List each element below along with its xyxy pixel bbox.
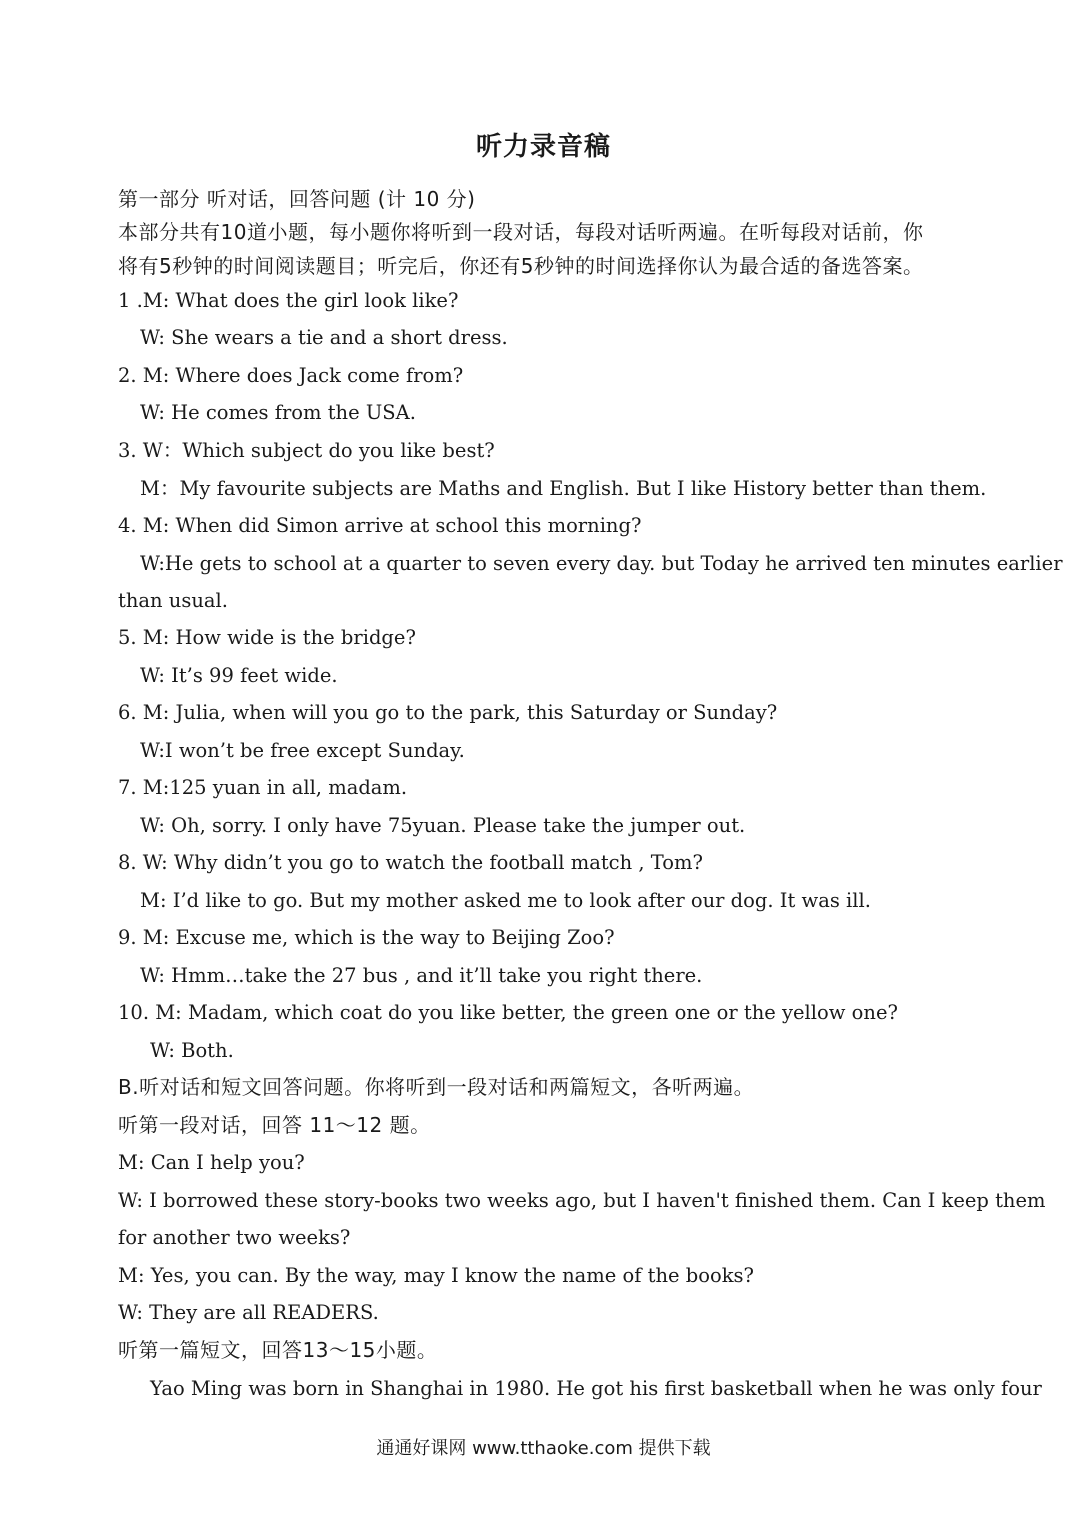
dialogue-line: W: Both. <box>150 1039 234 1062</box>
dialogue-line: W: He comes from the USA. <box>140 401 416 424</box>
dialogue-line: 8. W: Why didn’t you go to watch the football match , Tom? <box>118 851 703 874</box>
instruction-line: 本部分共有10道小题，每小题你将听到一段对话，每段对话听两遍。在听每段对话前，你 <box>118 220 924 244</box>
passage-heading: 听第一篇短文，回答13～15小题。 <box>118 1338 438 1362</box>
dialogue-line: W: It’s 99 feet wide. <box>140 664 338 687</box>
dialogue-line: 9. M: Excuse me, which is the way to Beijing Zoo? <box>118 926 615 949</box>
page-title: 听力录音稿 <box>475 132 611 162</box>
dialogue-line: 3. W：Which subject do you like best? <box>118 439 495 462</box>
dialogue-line: W:He gets to school at a quarter to seven every day. but Today he arrived ten minutes earlier <box>140 552 1063 575</box>
dialogue-line: 1 .M: What does the girl look like? <box>118 289 459 312</box>
dialogue-line: W: Hmm…take the 27 bus , and it’ll take you right there. <box>140 964 703 987</box>
dialogue-line: 4. M: When did Simon arrive at school this morning? <box>118 514 642 537</box>
dialogue-line: W: She wears a tie and a short dress. <box>140 326 508 349</box>
dialogue-line: W: I borrowed these story-books two weeks ago, but I haven't finished them. Can I keep them <box>118 1189 1046 1212</box>
dialogue-line: than usual. <box>118 589 228 612</box>
dialogue-line: W: Oh, sorry. I only have 75yuan. Please take the jumper out. <box>140 814 746 837</box>
dialogue-line: 7. M:125 yuan in all, madam. <box>118 776 408 799</box>
part-b-heading: B.听对话和短文回答问题。你将听到一段对话和两篇短文，各听两遍。 <box>118 1075 755 1099</box>
dialogue-heading: 听第一段对话，回答 11～12 题。 <box>118 1113 431 1137</box>
instruction-line: 将有5秒钟的时间阅读题目；听完后，你还有5秒钟的时间选择你认为最合适的备选答案。 <box>118 254 924 278</box>
dialogue-line: 2. M: Where does Jack come from? <box>118 364 464 387</box>
dialogue-line: M: I’d like to go. But my mother asked me to look after our dog. It was ill. <box>140 889 871 912</box>
dialogue-line: 10. M: Madam, which coat do you like better, the green one or the yellow one? <box>118 1001 898 1024</box>
passage-text: Yao Ming was born in Shanghai in 1980. He got his first basketball when he was only four <box>150 1377 1042 1400</box>
dialogue-line: M: Can I help you? <box>118 1151 305 1174</box>
dialogue-line: 5. M: How wide is the bridge? <box>118 626 416 649</box>
footer-text: 通通好课网 www.tthaoke.com 提供下载 <box>376 1438 711 1459</box>
dialogue-line: W: They are all READERS. <box>118 1301 379 1324</box>
dialogue-line: W:I won’t be free except Sunday. <box>140 739 465 762</box>
dialogue-line: M: Yes, you can. By the way, may I know the name of the books? <box>118 1264 755 1287</box>
dialogue-line: 6. M: Julia, when will you go to the park, this Saturday or Sunday? <box>118 701 778 724</box>
dialogue-line: M：My favourite subjects are Maths and English. But I like History better than them. <box>140 477 987 500</box>
section-heading: 第一部分 听对话，回答问题 (计 10 分) <box>118 187 476 211</box>
dialogue-line: for another two weeks? <box>118 1226 351 1249</box>
